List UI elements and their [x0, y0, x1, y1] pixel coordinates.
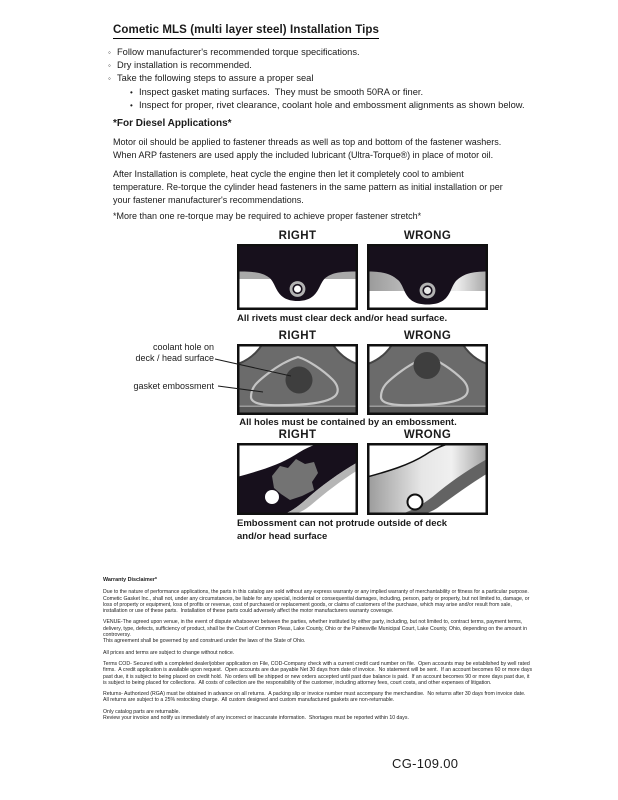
warranty-paragraph: This agreement shall be governed by and construed under the laws of the State of Ohio.: [103, 638, 306, 645]
row1-wrong-label: WRONG: [403, 230, 452, 242]
embossment-wrong-diagram: [367, 344, 488, 415]
coolant-hole: [286, 367, 313, 394]
bolt-hole: [408, 495, 423, 510]
open-bullet-icon: ◦: [108, 48, 111, 57]
protrude-right-diagram: [237, 443, 358, 515]
filled-bullet-icon: •: [130, 87, 133, 97]
rivet-right-diagram: [237, 244, 358, 310]
warranty-paragraph: Due to the nature of performance applications, the parts in this catalog are sold without any express warranty or any implied warranty of merchantability or fitness for a particular purpose. Cometic Gasket Inc., shall not, under any circumstances, be liable for any special, incidental or consequential damages, including, person, party or property, but not limited to, damage, or loss of property or equipment, loss of profits or revenue, cost of purchased or replacement goods, or claims of customers of the purchase, which may arise and/or result from sale, installation or use of these parts. Installation of these parts could adversely affect the motor manufacturers warranty coverage.: [103, 589, 532, 615]
list-item: [108, 72, 568, 85]
warranty-paragraph: Review your invoice and notify us immediately of any incorrect or inaccurate information. Shortages must be reported within 10 days.: [103, 715, 409, 722]
row2-caption: All holes must be contained by an embossment.: [239, 417, 457, 428]
warranty-paragraph: All prices and terms are subject to change without notice.: [103, 649, 235, 656]
sub-list-item: [130, 86, 568, 99]
coolant-hole-callout: [110, 342, 214, 363]
open-bullet-icon: ◦: [108, 74, 111, 84]
page-code: CG-109.00: [392, 756, 459, 771]
row2-right-label: RIGHT: [278, 330, 317, 342]
filled-bullet-icon: •: [130, 100, 133, 110]
list-item-text: Dry installation is recommended.: [117, 60, 252, 71]
page-title: Cometic MLS (multi layer steel) Installation Tips: [113, 24, 379, 39]
row1-right-label: RIGHT: [278, 230, 317, 242]
gasket-embossment-callout: gasket embossment: [133, 381, 214, 391]
warranty-paragraph: Terms COD- Secured with a completed dealer/jobber application on File, COD-Company check with a current credit card number on file. Open accounts may be established by well rated firms. A credit application is available upon request. Open accounts are due payable Net 30 days from date of invoice. No statement will be sent. If an account becomes 60 or more days past due, it is subject to being placed on credit hold. No orders will be shipped or new orders accepted until past due balance is paid. If an account becomes 90 or more days past due, it is subject to being placed for collections. All costs of collection are the responsibility of the customer, including attorney fees, court costs, and other expenses of litigation.: [103, 660, 534, 686]
list-item-text: Inspect for proper, rivet clearance, coolant hole and embossment alignments as shown below.: [139, 99, 525, 110]
warranty-paragraph: VENUE-The agreed upon venue, in the event of dispute whatsoever between the parties, whether instituted by either party, including, but not limited to, contract terms, payment terms, delivery, type, defects, sufficiency of product, shall be the Court of Common Pleas, Lake County, Ohio or the Painesville Municipal Court, Lake County, Ohio, depending on the amount in controversy.: [103, 619, 529, 639]
callout-text: deck / head surface: [135, 352, 214, 363]
list-item: [108, 59, 568, 72]
row2-wrong-label: WRONG: [403, 330, 452, 342]
list-item-text: Follow manufacturer's recommended torque specifications.: [117, 47, 360, 57]
row3-right-label: RIGHT: [278, 429, 317, 441]
embossment-right-diagram: [237, 344, 358, 415]
warranty-paragraph: Only catalog parts are returnable.: [103, 708, 180, 715]
open-bullet-icon: ◦: [108, 61, 111, 71]
row3-wrong-label: WRONG: [403, 429, 452, 441]
warranty-paragraph: Returns- Authorized (RGA) must be obtained in advance on all returns. A packing slip or invoice number must accompany the merchandise. No returns after 30 days from invoice date. All returns are subject to a 25% restocking charge. All custom designed and custom manufactured gaskets are non-returnable.: [103, 691, 529, 704]
list-item: [108, 46, 568, 59]
diesel-applications-heading: *For Diesel Applications*: [113, 118, 232, 129]
warranty-disclaimer: [103, 577, 533, 721]
callout-text: coolant hole on: [152, 342, 214, 352]
retorque-note: *More than one re-torque may be required to achieve proper fastener stretch*: [113, 211, 422, 221]
rivet-wrong-diagram: [367, 244, 488, 310]
coolant-hole: [414, 352, 441, 379]
diesel-paragraph-1: Motor oil should be applied to fastener threads as well as top and bottom of the fastener washers. When ARP fasteners are used apply the included lubricant (Ultra-Torque®) in place of motor oil.: [113, 137, 504, 160]
installation-tips-list: [108, 46, 568, 112]
list-item-text: Take the following steps to assure a proper seal: [117, 73, 314, 84]
row3-caption: Embossment can not protrude outside of deck and/or head surface: [237, 518, 448, 542]
row1-caption: All rivets must clear deck and/or head surface.: [237, 313, 448, 324]
diesel-paragraph-2: After Installation is complete, heat cycle the engine then let it completely cool to ambient temperature. Re-torque the cylinder head fasteners in the same pattern as initial installation or per your fastener manufacturer's recommendations.: [113, 169, 506, 205]
sub-list-item: [130, 99, 568, 112]
protrude-wrong-diagram: [367, 443, 488, 515]
warranty-heading: Warranty Disclaimer*: [103, 577, 158, 583]
list-item-text: Inspect gasket mating surfaces. They must be smooth 50RA or finer.: [139, 86, 424, 97]
bolt-hole: [265, 490, 279, 504]
